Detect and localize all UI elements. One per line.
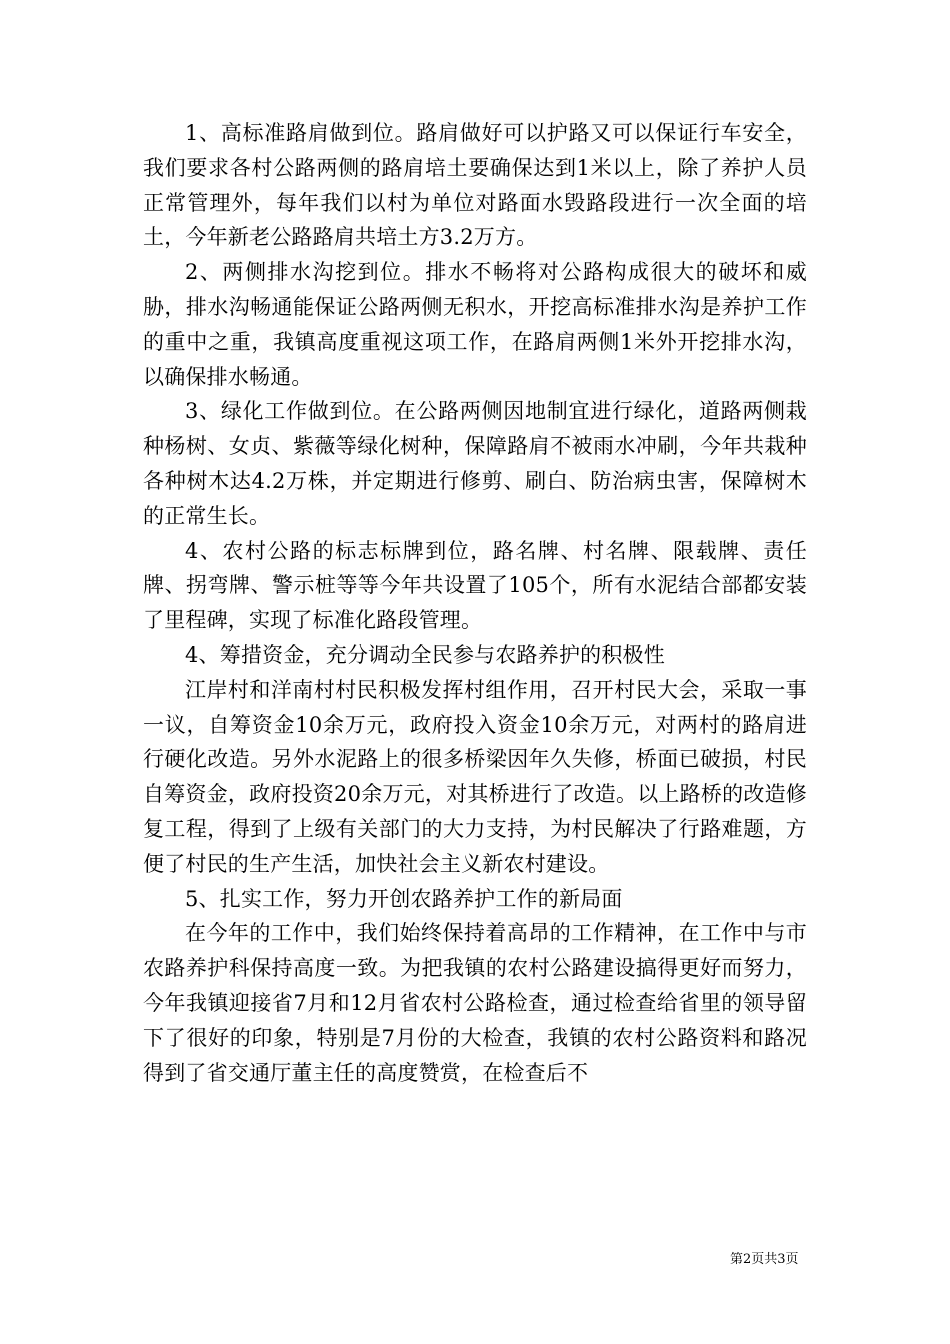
- paragraph-road-signs: 4、农村公路的标志标牌到位，路名牌、村名牌、限载牌、责任牌、拐弯牌、警示桩等等今年共设置了105个，所有水泥结合部都安装了里程碑，实现了标准化路段管理。: [143, 538, 807, 633]
- page-number: 第2页共3页: [730, 1252, 799, 1267]
- paragraph-greening: 3、绿化工作做到位。在公路两侧因地制宜进行绿化，道路两侧栽种杨树、女贞、紫薇等绿化树种，保障路肩不被雨水冲刷，今年共栽种各种树木达4.2万株，并定期进行修剪、刷白、防治病虫害，保障树木的正常生长。: [143, 399, 807, 528]
- paragraph-road-shoulder: 1、高标准路肩做到位。路肩做好可以护路又可以保证行车安全，我们要求各村公路两侧的路肩培土要确保达到1米以上，除了养护人员正常管理外，每年我们以村为单位对路面水毁路段进行一次全面的培土，今年新老公路路肩共培土方3.2万方。: [143, 121, 807, 250]
- paragraph-funding: 江岸村和洋南村村民积极发挥村组作用，召开村民大会，采取一事一议，自筹资金10余万元，政府投入资金10余万元，对两村的路肩进行硬化改造。另外水泥路上的很多桥梁因年久失修，桥面已破损，村民自筹资金，政府投资20余万元，对其桥进行了改造。以上路桥的改造修复工程，得到了上级有关部门的大力支持，为村民解决了行路难题，方便了村民的生产生活，加快社会主义新农村建设。: [143, 677, 807, 876]
- section-heading-new-situation: 5、扎实工作，努力开创农路养护工作的新局面: [185, 886, 623, 911]
- paragraph-inspection: 在今年的工作中，我们始终保持着高昂的工作精神，在工作中与市农路养护科保持高度一致。为把我镇的农村公路建设搞得更好而努力，今年我镇迎接省7月和12月省农村公路检查，通过检查给省里的领导留下了很好的印象，特别是7月份的大检查，我镇的农村公路资料和路况得到了省交通厅董主任的高度赞赏，在检查后不: [143, 921, 807, 1085]
- section-heading-funding: 4、筹措资金，充分调动全民参与农路养护的积极性: [185, 642, 665, 667]
- body-text: [143, 116, 807, 1090]
- paragraph-drainage-ditch: 2、两侧排水沟挖到位。排水不畅将对公路构成很大的破坏和威胁，排水沟畅通能保证公路两侧无积水，开挖高标准排水沟是养护工作的重中之重，我镇高度重视这项工作，在路肩两侧1米外开挖排水沟，以确保排水畅通。: [143, 260, 807, 389]
